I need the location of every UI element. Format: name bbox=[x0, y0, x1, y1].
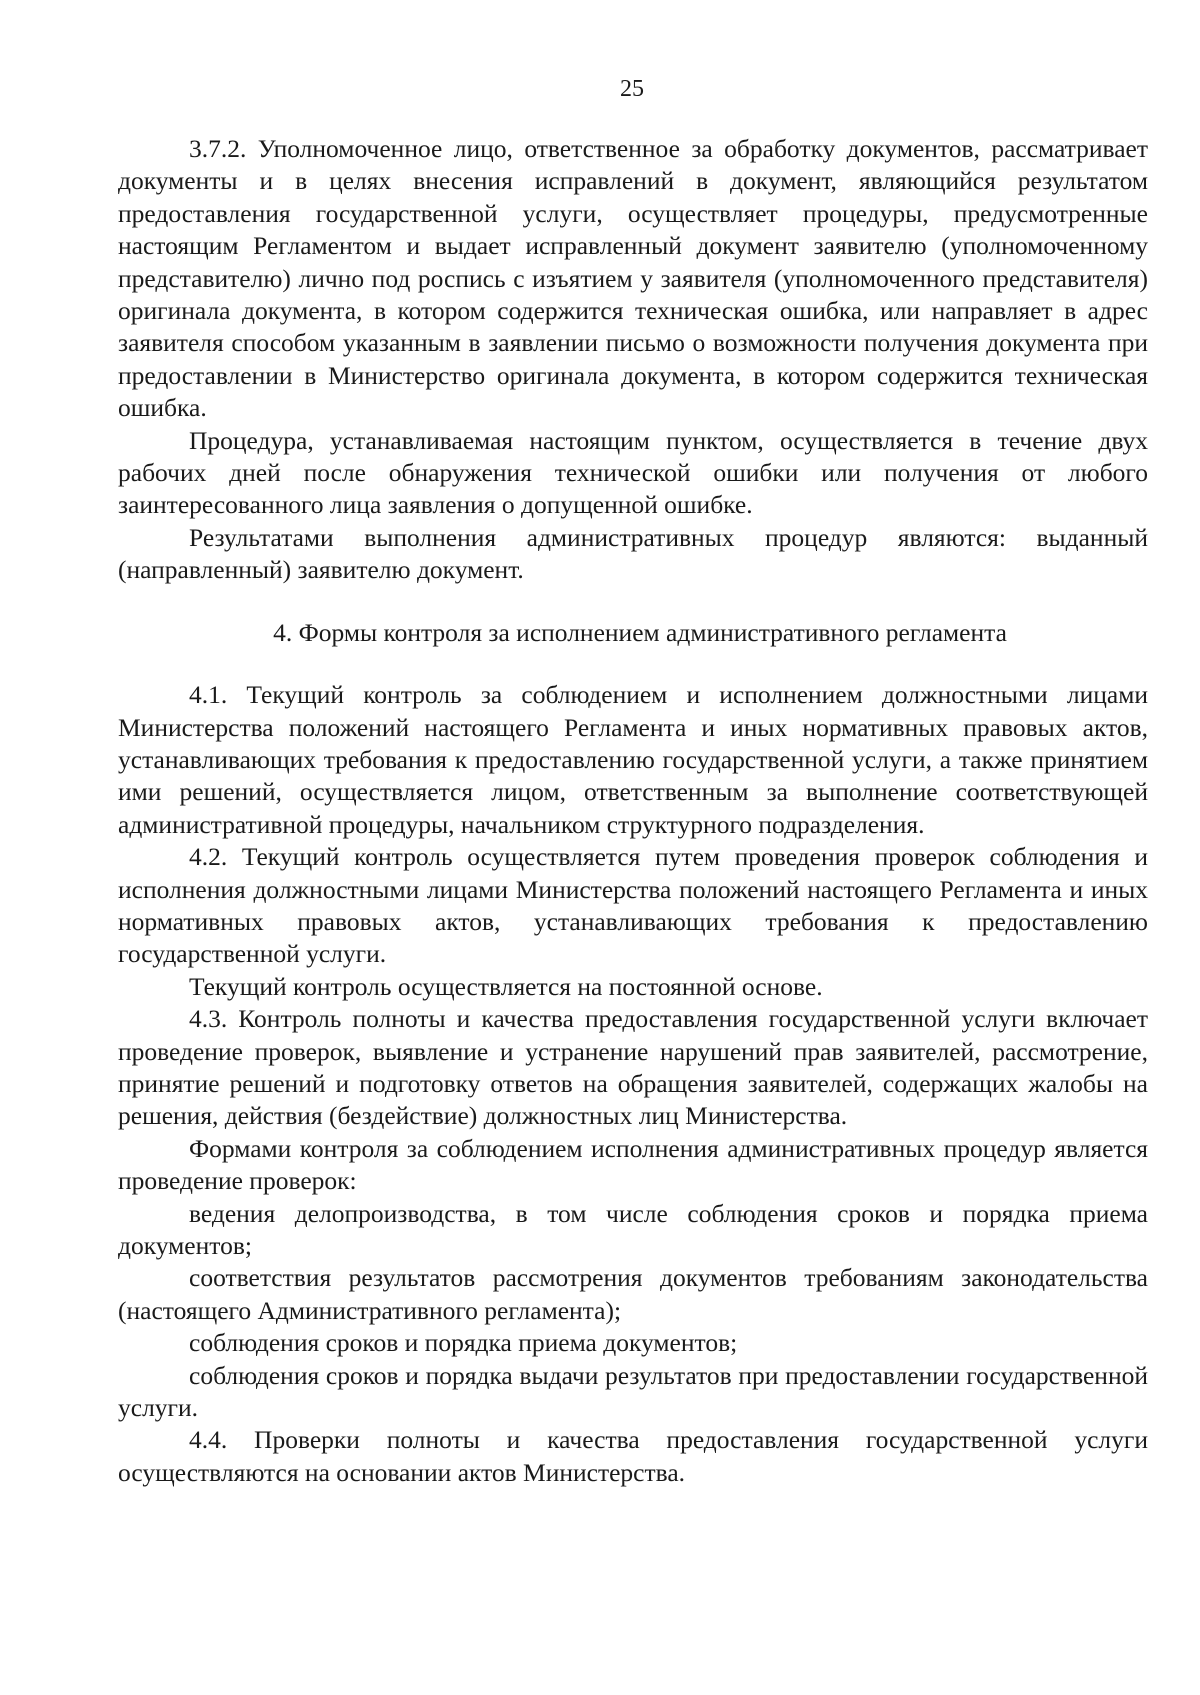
list-item-recordkeeping: ведения делопроизводства, в том числе соблюдения сроков и порядка приема документов; bbox=[118, 1198, 1148, 1260]
paragraph-ongoing-control: Текущий контроль осуществляется на постоянной основе. bbox=[189, 971, 823, 1001]
list-item-compliance: соответствия результатов рассмотрения документов требованиям законодательства (настоящего Административного регламента); bbox=[118, 1263, 1148, 1325]
list-item-issuance-terms: соблюдения сроков и порядка выдачи результатов при предоставлении государственной услуги. bbox=[118, 1360, 1148, 1423]
paragraph-4-3: 4.3. Контроль полноты и качества предоставления государственной услуги включает проведение проверок, выявление и устранение нарушений прав заявителей, рассмотрение, принятие решений и подготовку ответов на обращения заявителей, содержащих жалобы на решения, действия (бездействие) должностных лиц Министерства. bbox=[118, 1004, 1148, 1131]
paragraph-4-2: 4.2. Текущий контроль осуществляется путем проведения проверок соблюдения и исполнения должностными лицами Министерства положений настоящего Регламента и иных нормативных правовых актов, устанавливающих требования к предоставлению государственной услуги. bbox=[118, 842, 1148, 969]
section-heading-4: 4. Формы контроля за исполнением административного регламента bbox=[273, 617, 1007, 647]
paragraph-control-forms: Формами контроля за соблюдением исполнения административных процедур является проведение проверок: bbox=[118, 1133, 1148, 1196]
document-body bbox=[118, 133, 1148, 1489]
paragraph-3-7-2: 3.7.2. Уполномоченное лицо, ответственное за обработку документов, рассматривает документы и в целях внесения исправлений в документ, являющийся результатом предоставления государственной услуги, осуществляет процедуры, предусмотренные настоящим Регламентом и выдает исправленный документ заявителю (уполномоченному представителю) лично под роспись с изъятием у заявителя (уполномоченного представителя) оригинала документа, в котором содержится техническая ошибка, или направляет в адрес заявителя способом указанным в заявлении письмо о возможности получения документа при предоставлении в Министерство оригинала документа, в котором содержится техническая ошибка. bbox=[118, 134, 1148, 423]
paragraph-results: Результатами выполнения административных процедур являются: выданный (направленный) заявителю документ. bbox=[118, 522, 1148, 585]
page-number: 25 bbox=[620, 76, 644, 102]
paragraph-4-1: 4.1. Текущий контроль за соблюдением и исполнением должностными лицами Министерства положений настоящего Регламента и иных нормативных правовых актов, устанавливающих требования к предоставлению государственной услуги, а также принятием ими решений, осуществляется лицом, ответственным за выполнение соответствующей административной процедуры, начальником структурного подразделения. bbox=[118, 680, 1148, 839]
paragraph-4-4: 4.4. Проверки полноты и качества предоставления государственной услуги осуществляются на основании актов Министерства. bbox=[118, 1425, 1148, 1487]
list-item-intake-terms: соблюдения сроков и порядка приема документов; bbox=[189, 1328, 738, 1358]
paragraph-procedure-term: Процедура, устанавливаемая настоящим пунктом, осуществляется в течение двух рабочих дней после обнаружения технической ошибки или получения от любого заинтересованного лица заявления о допущенной ошибке. bbox=[118, 425, 1148, 520]
